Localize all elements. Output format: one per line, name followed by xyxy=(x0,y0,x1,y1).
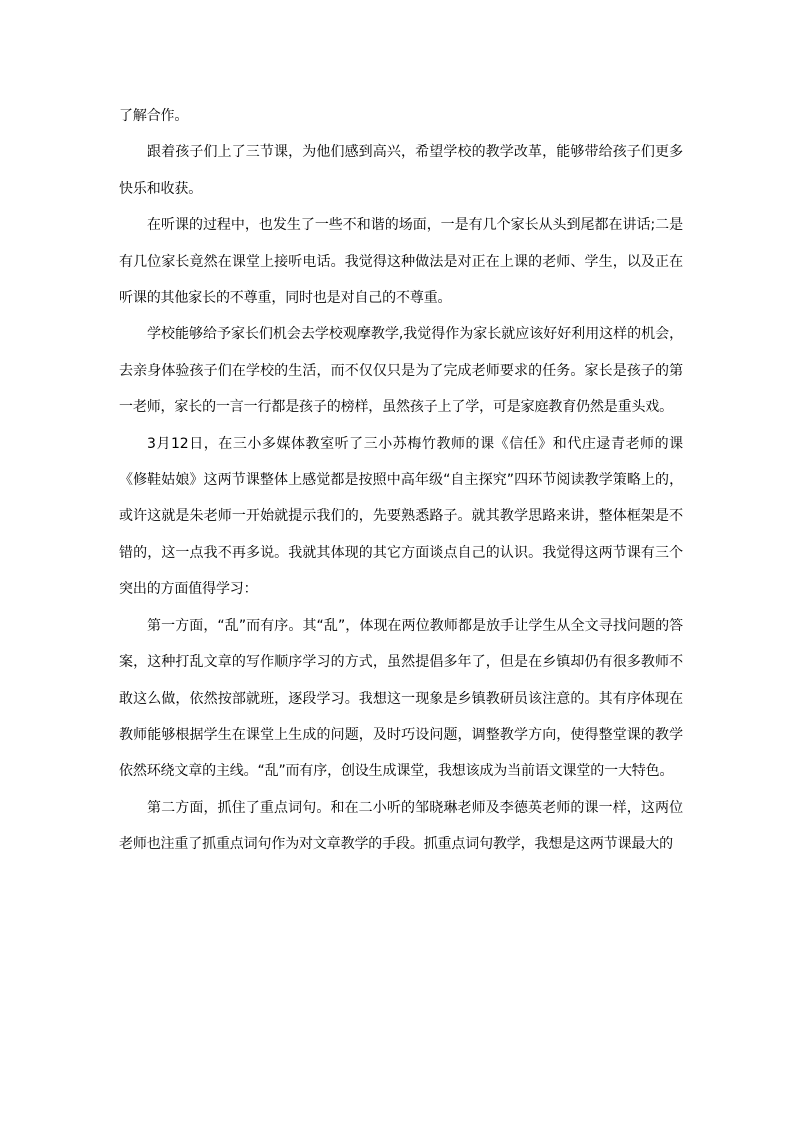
paragraph-first-aspect: 第一方面，“乱”而有序。其“乱”，体现在两位教师都是放手让学生从全文寻找问题的答案，这种打乱文章的写作顺序学习的方式，虽然提倡多年了，但是在乡镇却仍有很多教师不敢这么做，依然按部就班，逐段学习。我想这一现象是乡镇教研员该注意的。其有序体现在教师能够根据学生在课堂上生成的问题，及时巧设问题，调整教学方向，使得整堂课的教学依然环绕文章的主线。“乱”而有序，创设生成课堂，我想该成为当前语文课堂的一大特色。 xyxy=(119,617,683,780)
paragraph-march-12-lessons: 3月12日，在三小多媒体教室听了三小苏梅竹教师的课《信任》和代庄逯青老师的课《修鞋姑娘》这两节课整体上感觉都是按照中高年级“自主探究”四环节阅读教学策略上的，或许这就是朱老师一开始就提示我们的，先要熟悉路子。就其教学思路来讲，整体框架是不错的，这一点我不再多说。我就其体现的其它方面谈点自己的认识。我觉得这两节课有三个突出的方面值得学习： xyxy=(119,435,683,598)
paragraph-parent-role: 学校能够给予家长们机会去学校观摩教学,我觉得作为家长就应该好好利用这样的机会，去亲身体验孩子们在学校的生活，而不仅仅只是为了完成老师要求的任务。家长是孩子的第一老师，家长的一言一行都是孩子的榜样，虽然孩子上了学，可是家庭教育仍然是重头戏。 xyxy=(119,326,683,416)
paragraph-disruptions: 在听课的过程中，也发生了一些不和谐的场面，一是有几个家长从头到尾都在讲话;二是有几位家长竟然在课堂上接听电话。我觉得这种做法是对正在上课的老师、学生，以及正在听课的其他家长的不尊重，同时也是对自己的不尊重。 xyxy=(119,217,683,307)
document-body xyxy=(119,98,683,863)
paragraph-continuation: 了解合作。 xyxy=(119,108,189,124)
paragraph-second-aspect: 第二方面，抓住了重点词句。和在二小听的邹晓琳老师及李德英老师的课一样，这两位老师也注重了抓重点词句作为对文章教学的手段。抓重点词句教学，我想是这两节课最大的 xyxy=(119,799,683,853)
paragraph-class-experience: 跟着孩子们上了三节课，为他们感到高兴，希望学校的教学改革，能够带给孩子们更多快乐和收获。 xyxy=(119,144,683,197)
